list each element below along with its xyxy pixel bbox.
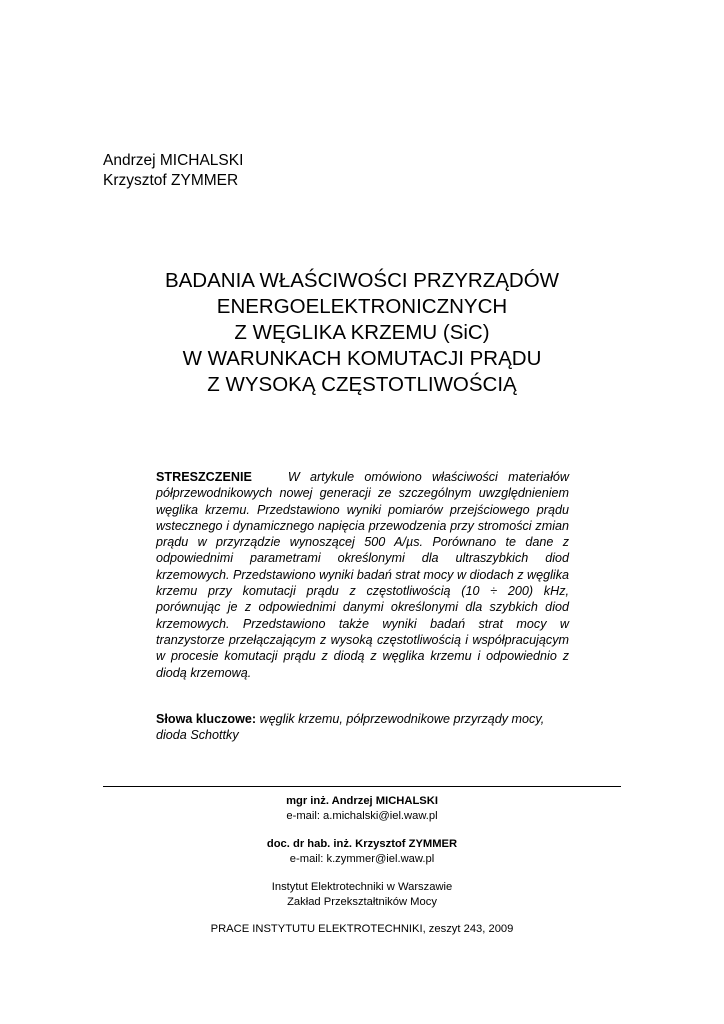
abstract-label: STRESZCZENIE xyxy=(156,470,252,484)
publication-info: PRACE INSTYTUTU ELEKTROTECHNIKI, zeszyt 243, 2009 xyxy=(210,923,514,935)
title-line: Z WĘGLIKA KRZEMU (SiC) xyxy=(234,321,490,344)
author-email: e-mail: k.zymmer@iel.waw.pl xyxy=(289,852,435,865)
keywords xyxy=(156,711,569,744)
abstract-text: W artykule omówiono właściwości materiałów półprzewodnikowych nowej generacji ze szczególnym uwzględnieniem węglika krzemu. Przedstawiono wyniki pomiarów przejściowego prądu wstecznego i dynamicznego napięcia przewodzenia przy stromości zmian prądu w przyrządzie wynoszącej 500 A/µs. Porównano te dane z odpowiednimi parametrami określonymi dla ultraszybkich diod krzemowych. Przedstawiono wyniki badań strat mocy w diodach z węglika krzemu przy komutacji prądu z częstotliwością (10 ÷ 200) kHz, porównując je z odpowiednimi danymi określonymi dla szybkich diod krzemowych. Przedstawiono także wyniki badań strat mocy w tranzystorze przełączającym z wysoką częstotliwością i współpracującym w procesie komutacji prądu z diodą z węglika krzemu i odpowiednio z diodą krzemową. xyxy=(156,470,569,680)
abstract xyxy=(156,469,569,681)
keywords-label: Słowa kluczowe: xyxy=(156,712,257,726)
department-name: Zakład Przekształtników Mocy xyxy=(287,895,437,908)
paper-title xyxy=(103,268,621,398)
title-line: ENERGOELEKTRONICZNYCH xyxy=(216,295,508,318)
title-line: W WARUNKACH KOMUTACJI PRĄDU xyxy=(182,347,542,370)
footnote-divider xyxy=(103,786,621,787)
keywords-text: węglik krzemu, półprzewodnikowe przyrządy mocy, dioda Schottky xyxy=(156,712,545,743)
author-name: Krzysztof ZYMMER xyxy=(103,172,239,189)
author-affiliations xyxy=(103,794,621,937)
author-affiliation-name: doc. dr hab. inż. Krzysztof ZYMMER xyxy=(266,838,458,850)
author-email: e-mail: a.michalski@iel.waw.pl xyxy=(286,809,438,822)
title-line: BADANIA WŁAŚCIWOŚCI PRZYRZĄDÓW xyxy=(164,269,560,292)
author-affiliation-name: mgr inż. Andrzej MICHALSKI xyxy=(286,795,438,807)
title-line: Z WYSOKĄ CZĘSTOTLIWOŚCIĄ xyxy=(207,373,517,396)
author-list xyxy=(103,151,243,191)
institute-name: Instytut Elektrotechniki w Warszawie xyxy=(271,881,453,893)
author-name: Andrzej MICHALSKI xyxy=(103,152,244,169)
